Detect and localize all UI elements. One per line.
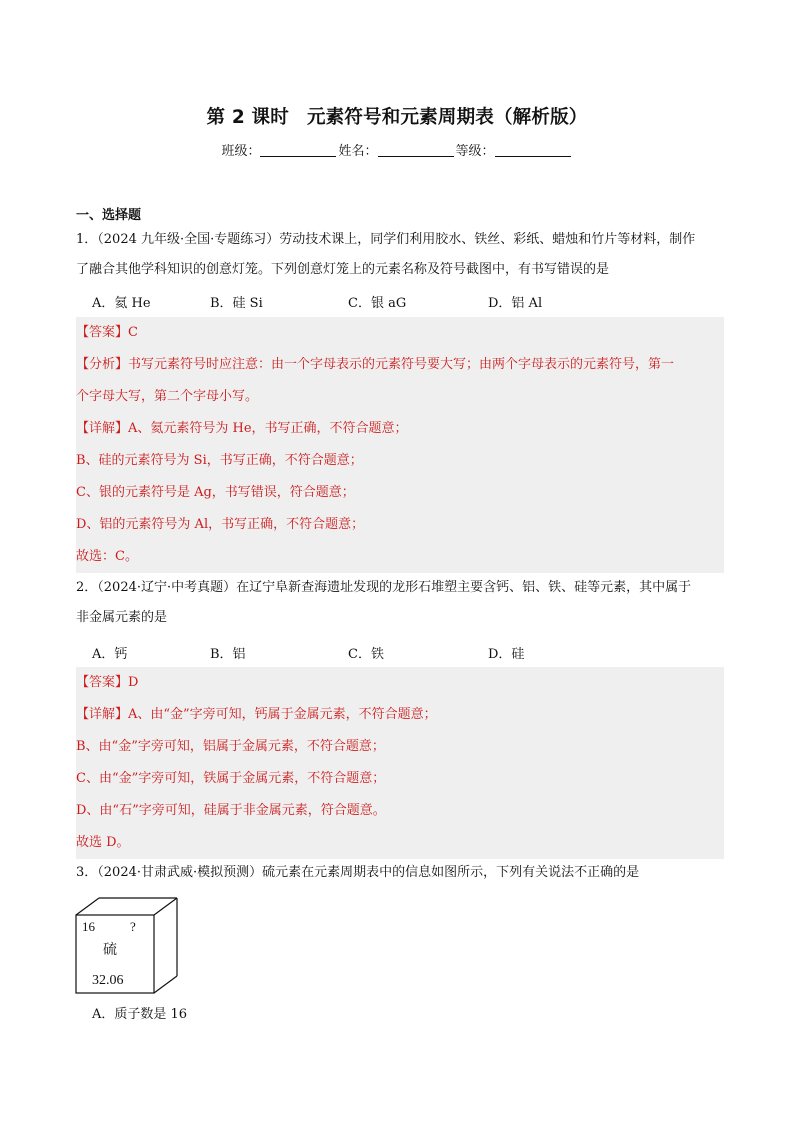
- class-blank[interactable]: [260, 144, 336, 157]
- title-lesson: 第 2 课时: [206, 107, 289, 128]
- option-b: B．铝: [210, 647, 246, 662]
- element-name: 硫: [103, 942, 117, 958]
- class-label: 班级：: [221, 144, 261, 159]
- option-a: A．氦 He: [92, 296, 151, 311]
- analysis-line-1: 【分析】书写元素符号时应注意：由一个字母表示的元素符号要大写；由两个字母表示的元素符号，第一: [76, 357, 675, 372]
- analysis-line-2: 个字母大写，第二个字母小写。: [76, 389, 259, 404]
- element-number: 16: [82, 919, 95, 934]
- element-symbol: ?: [130, 919, 136, 934]
- detail-line-4: D、铝的元素符号为 Al，书写正确，不符合题意；: [76, 517, 365, 532]
- question-2-line-2: 非金属元素的是: [76, 610, 168, 625]
- question-2: [76, 573, 721, 633]
- element-cell-figure: [75, 897, 187, 997]
- detail-line-3: C、由“金”字旁可知，铁属于金属元素，不符合题意；: [76, 771, 386, 786]
- question-3-option-a: A．质子数是 16: [92, 1007, 188, 1022]
- section-heading: 一、选择题: [76, 208, 142, 223]
- element-mass: 32.06: [92, 973, 124, 988]
- detail-line-1: 【详解】A、由“金”字旁可知，钙属于金属元素，不符合题意；: [76, 707, 437, 722]
- question-1-line-2: 了融合其他学科知识的创意灯笼。下列创意灯笼上的元素名称及符号截图中，有书写错误的是: [76, 262, 610, 277]
- detail-line-4: D、由“石”字旁可知，硅属于非金属元素，符合题意。: [76, 803, 386, 818]
- grade-label: 等级：: [455, 144, 495, 159]
- conclusion: 故选 D。: [76, 835, 130, 850]
- detail-line-1: 【详解】A、氦元素符号为 He，书写正确，不符合题意；: [76, 421, 408, 436]
- question-1-line-1: 1．（2024 九年级·全国·专题练习）劳动技术课上，同学们利用胶水、铁丝、彩纸、蜡烛和竹片等材料，制作: [76, 232, 696, 247]
- grade-blank[interactable]: [495, 144, 571, 157]
- detail-line-2: B、由“金”字旁可知，铝属于金属元素，不符合题意；: [76, 739, 385, 754]
- question-1-solution: [76, 317, 724, 573]
- option-c: C．银 aG: [348, 296, 407, 311]
- answer: 【答案】D: [76, 675, 139, 690]
- title-topic: 元素符号和元素周期表（解析版）: [306, 107, 588, 128]
- question-2-line-1: 2．（2024·辽宁·中考真题）在辽宁阜新查海遗址发现的龙形石堆塑主要含钙、铝、铁、硅等元素，其中属于: [76, 580, 692, 595]
- question-2-solution: [76, 667, 724, 859]
- question-3: [76, 858, 721, 888]
- question-1: [76, 225, 721, 285]
- option-c: C．铁: [348, 647, 384, 662]
- option-a: A．钙: [92, 647, 128, 662]
- name-blank[interactable]: [378, 144, 454, 157]
- conclusion: 故选：C。: [76, 549, 138, 564]
- student-info-line: [0, 140, 794, 159]
- detail-line-2: B、硅的元素符号为 Si，书写正确，不符合题意；: [76, 453, 363, 468]
- answer: 【答案】C: [76, 325, 138, 340]
- page-title: [0, 103, 794, 129]
- name-label: 姓名：: [338, 144, 378, 159]
- option-b: B．硅 Si: [210, 296, 263, 311]
- detail-line-3: C、银的元素符号是 Ag，书写错误，符合题意；: [76, 485, 355, 500]
- question-3-line-1: 3．（2024·甘肃武威·模拟预测）硫元素在元素周期表中的信息如图所示，下列有关说法不正确的是: [76, 865, 640, 880]
- option-d: D．铝 Al: [488, 296, 543, 311]
- option-d: D．硅: [488, 647, 525, 662]
